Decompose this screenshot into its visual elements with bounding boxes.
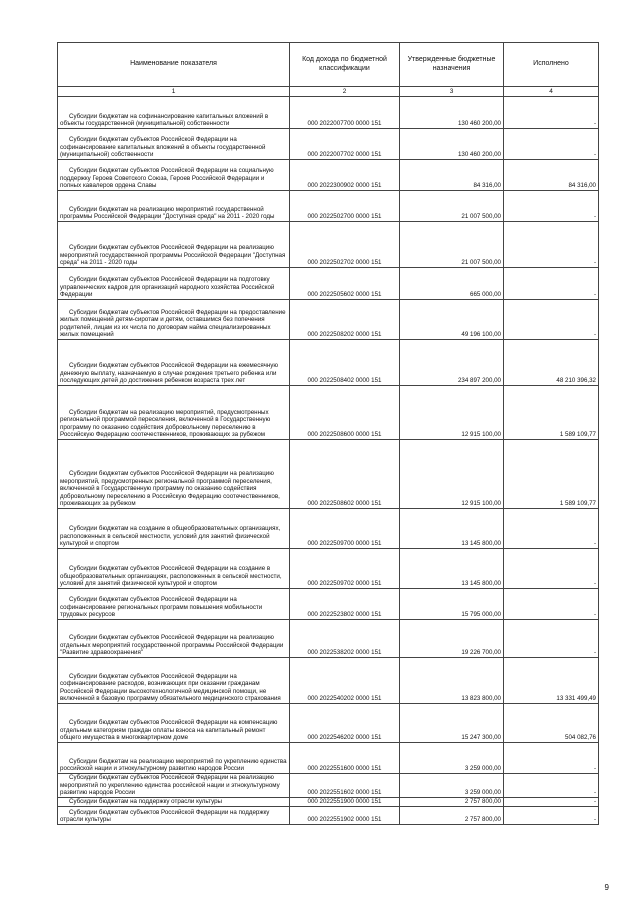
indicator-name-cell: [58, 222, 290, 268]
budget-revenue-table: [57, 42, 599, 825]
indicator-name-text: Субсидии бюджетам субъектов Российской Федерации на реализацию мероприятий по укреплению единства российской нации и этнокультурному развитию народов России: [60, 774, 280, 797]
approved-amount-cell: 21 007 500,00: [400, 191, 504, 222]
indicator-name-text: Субсидии бюджетам субъектов Российской Федерации на предоставление жилых помещений детям-сиротам и детям, оставшимся без попечения родителей, лицам из их числа по договорам найма специализированных жилых помещений: [60, 308, 286, 339]
executed-amount-cell: 13 331 499,49: [504, 658, 599, 704]
header-executed: Исполнено: [504, 43, 599, 87]
column-number: 1: [58, 87, 290, 97]
income-code-cell: 000 2022508402 0000 151: [290, 340, 400, 386]
table-row: [58, 300, 599, 340]
header-indicator-name: Наименование показателя: [58, 43, 290, 87]
table-row: [58, 774, 599, 798]
indicator-name-cell: [58, 97, 290, 129]
executed-amount-cell: 1 589 109,77: [504, 440, 599, 509]
table-row: [58, 160, 599, 191]
column-number-row: [58, 87, 599, 97]
executed-amount-cell: -: [504, 129, 599, 160]
income-code-cell: 000 2022502700 0000 151: [290, 191, 400, 222]
indicator-name-cell: [58, 129, 290, 160]
indicator-name-text: Субсидии бюджетам субъектов Российской Федерации на реализацию мероприятий, предусмотренных региональной программой переселения, включенной в Государственную программу по оказанию содействия добровольному переселению в Российскую Федерацию соотечественников, проживающих за рубежом: [60, 470, 280, 508]
approved-amount-cell: 3 259 000,00: [400, 743, 504, 774]
table-row: [58, 589, 599, 620]
column-number: 2: [290, 87, 400, 97]
approved-amount-cell: 234 897 200,00: [400, 340, 504, 386]
table-row: [58, 340, 599, 386]
table-row: [58, 191, 599, 222]
executed-amount-cell: -: [504, 589, 599, 620]
executed-amount-cell: -: [504, 222, 599, 268]
approved-amount-cell: 2 757 800,00: [400, 798, 504, 807]
indicator-name-cell: [58, 300, 290, 340]
indicator-name-text: Субсидии бюджетам на поддержку отрасли культуры: [69, 798, 222, 806]
indicator-name-cell: [58, 549, 290, 589]
executed-amount-cell: -: [504, 743, 599, 774]
indicator-name-text: Субсидии бюджетам субъектов Российской Федерации на софинансирование региональных программ повышения мобильности трудовых ресурсов: [60, 596, 263, 619]
income-code-cell: 000 2022508602 0000 151: [290, 440, 400, 509]
income-code-cell: 000 2022551900 0000 151: [290, 798, 400, 807]
table-row: [58, 509, 599, 549]
indicator-name-text: Субсидии бюджетам субъектов Российской Федерации на реализацию отдельных мероприятий государственной программы Российской Федерации "Развитие здравоохранения": [60, 634, 284, 657]
indicator-name-cell: [58, 743, 290, 774]
indicator-name-cell: [58, 798, 290, 807]
indicator-name-cell: [58, 658, 290, 704]
indicator-name-text: Субсидии бюджетам субъектов Российской Федерации на ежемесячную денежную выплату, назначаемую в случае рождения третьего ребенка или последующих детей до достижения ребенком возраста трех лет: [60, 362, 279, 385]
indicator-name-cell: [58, 774, 290, 798]
column-number: 3: [400, 87, 504, 97]
indicator-name-cell: [58, 268, 290, 300]
header-income-code: Код дохода по бюджетной классификации: [290, 43, 400, 87]
column-number: 4: [504, 87, 599, 97]
executed-amount-cell: -: [504, 300, 599, 340]
indicator-name-cell: [58, 440, 290, 509]
indicator-name-cell: [58, 191, 290, 222]
indicator-name-cell: [58, 509, 290, 549]
indicator-name-text: Субсидии бюджетам субъектов Российской Федерации на создание в общеобразовательных организациях, расположенных в сельской местности, условий для занятий физической культурой и спортом: [60, 565, 282, 588]
table-row: [58, 129, 599, 160]
table-row: [58, 386, 599, 440]
indicator-name-text: Субсидии бюджетам на создание в общеобразовательных организациях, расположенных в сельской местности, условий для занятий физической культурой и спортом: [60, 525, 281, 548]
executed-amount-cell: 1 589 109,77: [504, 386, 599, 440]
approved-amount-cell: 130 460 200,00: [400, 129, 504, 160]
approved-amount-cell: 130 460 200,00: [400, 97, 504, 129]
indicator-name-text: Субсидии бюджетам субъектов Российской Федерации на поддержку отрасли культуры: [60, 808, 270, 824]
income-code-cell: 000 2022007700 0000 151: [290, 97, 400, 129]
indicator-name-text: Субсидии бюджетам субъектов Российской Федерации на подготовку управленческих кадров для организаций народного хозяйства Российской Федерации: [60, 276, 275, 299]
executed-amount-cell: -: [504, 191, 599, 222]
indicator-name-text: Субсидии бюджетам на реализацию мероприятий государственной программы Российской Федерации "Доступная среда" на 2011 - 2020 годы: [60, 205, 275, 221]
indicator-name-text: Субсидии бюджетам на софинансирование капитальных вложений в объекты государственной (муниципальной) собственности: [60, 112, 269, 128]
table-row: [58, 549, 599, 589]
indicator-name-text: Субсидии бюджетам субъектов Российской Федерации на компенсацию отдельным категориям граждан оплаты взноса на капитальный ремонт общего имущества в многоквартирном доме: [60, 719, 278, 742]
approved-amount-cell: 12 915 100,00: [400, 386, 504, 440]
table-row: [58, 658, 599, 704]
table-header-row: [58, 43, 599, 87]
indicator-name-cell: [58, 620, 290, 658]
indicator-name-text: Субсидии бюджетам субъектов Российской Федерации на реализацию мероприятий государственной программы Российской Федерации "Доступная среда" на 2011 - 2020 годы: [60, 244, 286, 267]
table-row: [58, 268, 599, 300]
executed-amount-cell: -: [504, 620, 599, 658]
income-code-cell: 000 2022508600 0000 151: [290, 386, 400, 440]
executed-amount-cell: -: [504, 798, 599, 807]
indicator-name-cell: [58, 386, 290, 440]
page-number: 9: [604, 883, 609, 892]
executed-amount-cell: -: [504, 509, 599, 549]
approved-amount-cell: 15 795 000,00: [400, 589, 504, 620]
approved-amount-cell: 13 145 800,00: [400, 509, 504, 549]
indicator-name-cell: [58, 160, 290, 191]
executed-amount-cell: 504 082,76: [504, 704, 599, 743]
approved-amount-cell: 15 247 300,00: [400, 704, 504, 743]
indicator-name-text: Субсидии бюджетам на реализацию мероприятий по укреплению единства российской нации и этнокультурному развитию народов России: [60, 757, 287, 773]
indicator-name-cell: [58, 704, 290, 743]
executed-amount-cell: -: [504, 774, 599, 798]
approved-amount-cell: 19 226 700,00: [400, 620, 504, 658]
income-code-cell: 000 2022538202 0000 151: [290, 620, 400, 658]
executed-amount-cell: -: [504, 268, 599, 300]
approved-amount-cell: 84 316,00: [400, 160, 504, 191]
executed-amount-cell: -: [504, 549, 599, 589]
executed-amount-cell: 84 316,00: [504, 160, 599, 191]
approved-amount-cell: 665 000,00: [400, 268, 504, 300]
income-code-cell: 000 2022502702 0000 151: [290, 222, 400, 268]
income-code-cell: 000 2022505602 0000 151: [290, 268, 400, 300]
indicator-name-cell: [58, 589, 290, 620]
income-code-cell: 000 2022523802 0000 151: [290, 589, 400, 620]
income-code-cell: 000 2022509700 0000 151: [290, 509, 400, 549]
indicator-name-text: Субсидии бюджетам на реализацию мероприятий, предусмотренных региональной программой переселения, включенной в Государственную программу по оказанию содействия добровольному переселению в Российскую Федерацию соотечественников, проживающих за рубежом: [60, 408, 271, 439]
table-row: [58, 440, 599, 509]
approved-amount-cell: 49 196 100,00: [400, 300, 504, 340]
indicator-name-text: Субсидии бюджетам субъектов Российской Федерации на софинансирование расходов, возникающих при оказании гражданам Российской Федерации высокотехнологичной медицинской помощи, не включенной в базовую программу обязательного медицинского страхования: [60, 672, 281, 703]
approved-amount-cell: 2 757 800,00: [400, 807, 504, 825]
indicator-name-text: Субсидии бюджетам субъектов Российской Федерации на софинансирование капитальных вложений в объекты государственной (муниципальной) собственности: [60, 136, 266, 159]
executed-amount-cell: -: [504, 807, 599, 825]
header-approved-budget: Утвержденные бюджетные назначения: [400, 43, 504, 87]
income-code-cell: 000 2022300902 0000 151: [290, 160, 400, 191]
income-code-cell: 000 2022551902 0000 151: [290, 807, 400, 825]
approved-amount-cell: 12 915 100,00: [400, 440, 504, 509]
table-row: [58, 798, 599, 807]
income-code-cell: 000 2022508202 0000 151: [290, 300, 400, 340]
approved-amount-cell: 13 145 800,00: [400, 549, 504, 589]
income-code-cell: 000 2022551600 0000 151: [290, 743, 400, 774]
table-row: [58, 620, 599, 658]
income-code-cell: 000 2022546202 0000 151: [290, 704, 400, 743]
indicator-name-text: Субсидии бюджетам субъектов Российской Федерации на социальную поддержку Героев Советского Союза, Героев Российской Федерации и полных кавалеров ордена Славы: [60, 167, 274, 190]
income-code-cell: 000 2022007702 0000 151: [290, 129, 400, 160]
executed-amount-cell: 48 210 396,32: [504, 340, 599, 386]
indicator-name-cell: [58, 340, 290, 386]
approved-amount-cell: 21 007 500,00: [400, 222, 504, 268]
income-code-cell: 000 2022509702 0000 151: [290, 549, 400, 589]
table-row: [58, 222, 599, 268]
table-row: [58, 807, 599, 825]
table-row: [58, 704, 599, 743]
table-row: [58, 743, 599, 774]
approved-amount-cell: 3 259 000,00: [400, 774, 504, 798]
table-row: [58, 97, 599, 129]
indicator-name-cell: [58, 807, 290, 825]
income-code-cell: 000 2022540202 0000 151: [290, 658, 400, 704]
income-code-cell: 000 2022551602 0000 151: [290, 774, 400, 798]
executed-amount-cell: -: [504, 97, 599, 129]
approved-amount-cell: 13 823 800,00: [400, 658, 504, 704]
